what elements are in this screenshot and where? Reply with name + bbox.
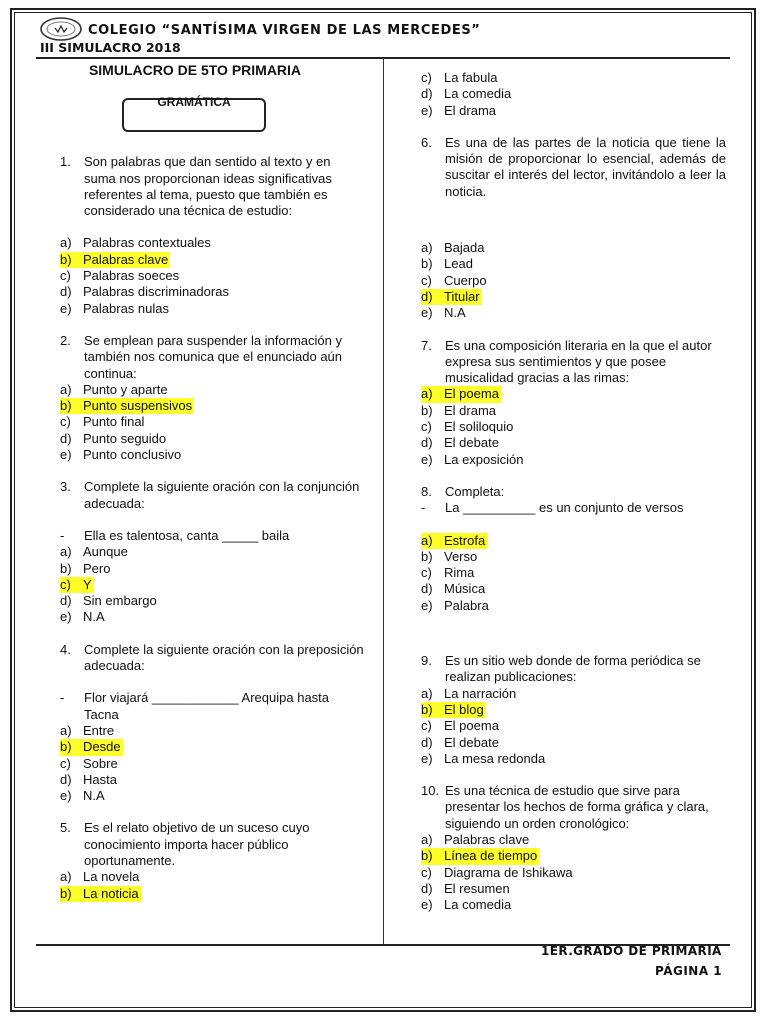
school-name: COLEGIO “SANTÍSIMA VIRGEN DE LAS MERCEDES”	[88, 23, 481, 38]
question-text: Es una técnica de estudio que sirve para presentar los hechos de forma gráfica y clara, siguiendo un orden cronológico:	[445, 783, 709, 831]
answer-option: b) La noticia	[60, 885, 139, 901]
page-title: SIMULACRO DE 5TO PRIMARIA	[88, 62, 302, 78]
answer-option: a) El poema	[421, 386, 499, 402]
question-3	[60, 479, 365, 512]
option: d) El resumen	[421, 880, 510, 896]
option: d) Punto seguido	[60, 430, 167, 446]
question-number: 9.	[421, 653, 432, 669]
answer-option: b) Punto suspensivos	[60, 398, 193, 414]
option: e) La exposición	[421, 451, 524, 467]
question-5	[60, 820, 365, 869]
question-number: 1.	[60, 154, 71, 170]
option: c) El poema	[421, 718, 499, 734]
option: a) Palabras contextuales	[60, 235, 211, 251]
option: c) Sobre	[60, 755, 118, 771]
option: d) Palabras discriminadoras	[60, 284, 229, 300]
question-text: Complete la siguiente oración con la preposición adecuada:	[84, 641, 364, 674]
option: e) El drama	[421, 102, 497, 118]
answer-option: b) Palabras clave	[60, 251, 169, 267]
option: b) Lead	[421, 256, 473, 272]
sentence-line: - La __________ es un conjunto de versos	[421, 500, 684, 516]
section-box	[122, 95, 266, 132]
question-9	[421, 653, 726, 686]
option: d) El debate	[421, 734, 499, 750]
question-text: Es un sitio web donde de forma periódica se realizan publicaciones:	[445, 653, 701, 685]
sentence-line: - Flor viajará ____________ Arequipa hasta Tacna	[60, 690, 330, 722]
question-10	[421, 783, 726, 832]
option: d) La comedia	[421, 86, 512, 102]
question-number: 5.	[60, 820, 71, 836]
question-number: 8.	[421, 483, 432, 499]
option: e) N.A	[60, 609, 105, 625]
question-6	[421, 135, 726, 200]
option: e) La mesa redonda	[421, 750, 546, 766]
option: c) Cuerpo	[421, 272, 487, 288]
option: e) Palabra	[421, 597, 489, 613]
answer-option: b) El blog	[421, 701, 484, 717]
option: a) La novela	[60, 869, 140, 885]
option: c) Palabras soeces	[60, 268, 180, 284]
footer-grade: 1ER.GRADO DE PRIMARIA	[541, 944, 722, 958]
question-7	[421, 338, 726, 387]
exam-name: III SIMULACRO 2018	[40, 40, 181, 55]
question-text: Es una composición literaria en la que el autor expresa sus sentimientos y que posee musicalidad gracias a las rimas:	[445, 337, 712, 386]
column-divider	[383, 58, 384, 946]
option: a) Aunque	[60, 544, 128, 560]
left-column	[60, 62, 365, 902]
question-2	[60, 333, 365, 382]
right-column	[421, 70, 726, 913]
option: d) Música	[421, 581, 486, 597]
question-number: 7.	[421, 337, 432, 353]
option: c) Punto final	[60, 414, 145, 430]
answer-option: b) Desde	[60, 739, 121, 755]
option: c) Rima	[421, 565, 475, 581]
section-title: GRAMÁTICA	[157, 95, 231, 110]
question-text: Es el relato objetivo de un suceso cuyo conocimiento importa hacer público oportunamente.	[84, 820, 310, 868]
question-text: Es una de las partes de la noticia que tiene la misión de proporcionar lo esencial, además de suscitar el interés del lector, invitándolo a leer la noticia.	[445, 134, 726, 199]
option: e) Palabras nulas	[60, 300, 169, 316]
question-number: 6.	[421, 134, 432, 150]
answer-option: c) Y	[60, 576, 92, 592]
option: e) N.A	[421, 305, 466, 321]
question-number: 10.	[421, 783, 440, 799]
question-8	[421, 484, 726, 500]
option: c) Diagrama de Ishikawa	[421, 864, 573, 880]
option: a) Entre	[60, 722, 115, 738]
question-number: 4.	[60, 641, 71, 657]
option: e) Punto conclusivo	[60, 447, 182, 463]
question-text: Son palabras que dan sentido al texto y en suma nos proporcionan ideas significativas referentes al tema, puesto que también es considerado una técnica de estudio:	[84, 154, 332, 219]
answer-option: d) Titular	[421, 288, 480, 304]
option: d) Sin embargo	[60, 593, 157, 609]
option: b) Verso	[421, 548, 478, 564]
option: b) El drama	[421, 402, 497, 418]
option: a) La narración	[421, 685, 517, 701]
option: b) Pero	[60, 560, 111, 576]
question-text: Completa:	[445, 483, 505, 499]
option: a) Punto y aparte	[60, 381, 168, 397]
option: c) La fabula	[421, 70, 498, 85]
option: d) El debate	[421, 435, 499, 451]
footer-page-number: PÁGINA 1	[655, 964, 723, 978]
option: e) La comedia	[421, 897, 512, 913]
question-text: Complete la siguiente oración con la conjunción adecuada:	[84, 479, 360, 511]
question-1	[60, 154, 365, 219]
question-number: 2.	[60, 332, 71, 348]
option: d) Hasta	[60, 771, 117, 787]
question-4	[60, 642, 365, 675]
question-text: Se emplean para suspender la información y también nos comunica que el enunciado aún continua:	[84, 332, 343, 381]
answer-option: a) Estrofa	[421, 532, 486, 548]
option: e) N.A	[60, 788, 105, 804]
option: a) Palabras clave	[421, 831, 530, 847]
option: a) Bajada	[421, 240, 485, 256]
sentence-line: - Ella es talentosa, canta _____ baila	[60, 527, 290, 543]
option: c) El soliloquio	[421, 419, 514, 435]
question-number: 3.	[60, 479, 71, 495]
answer-option: b) Línea de tiempo	[421, 848, 538, 864]
